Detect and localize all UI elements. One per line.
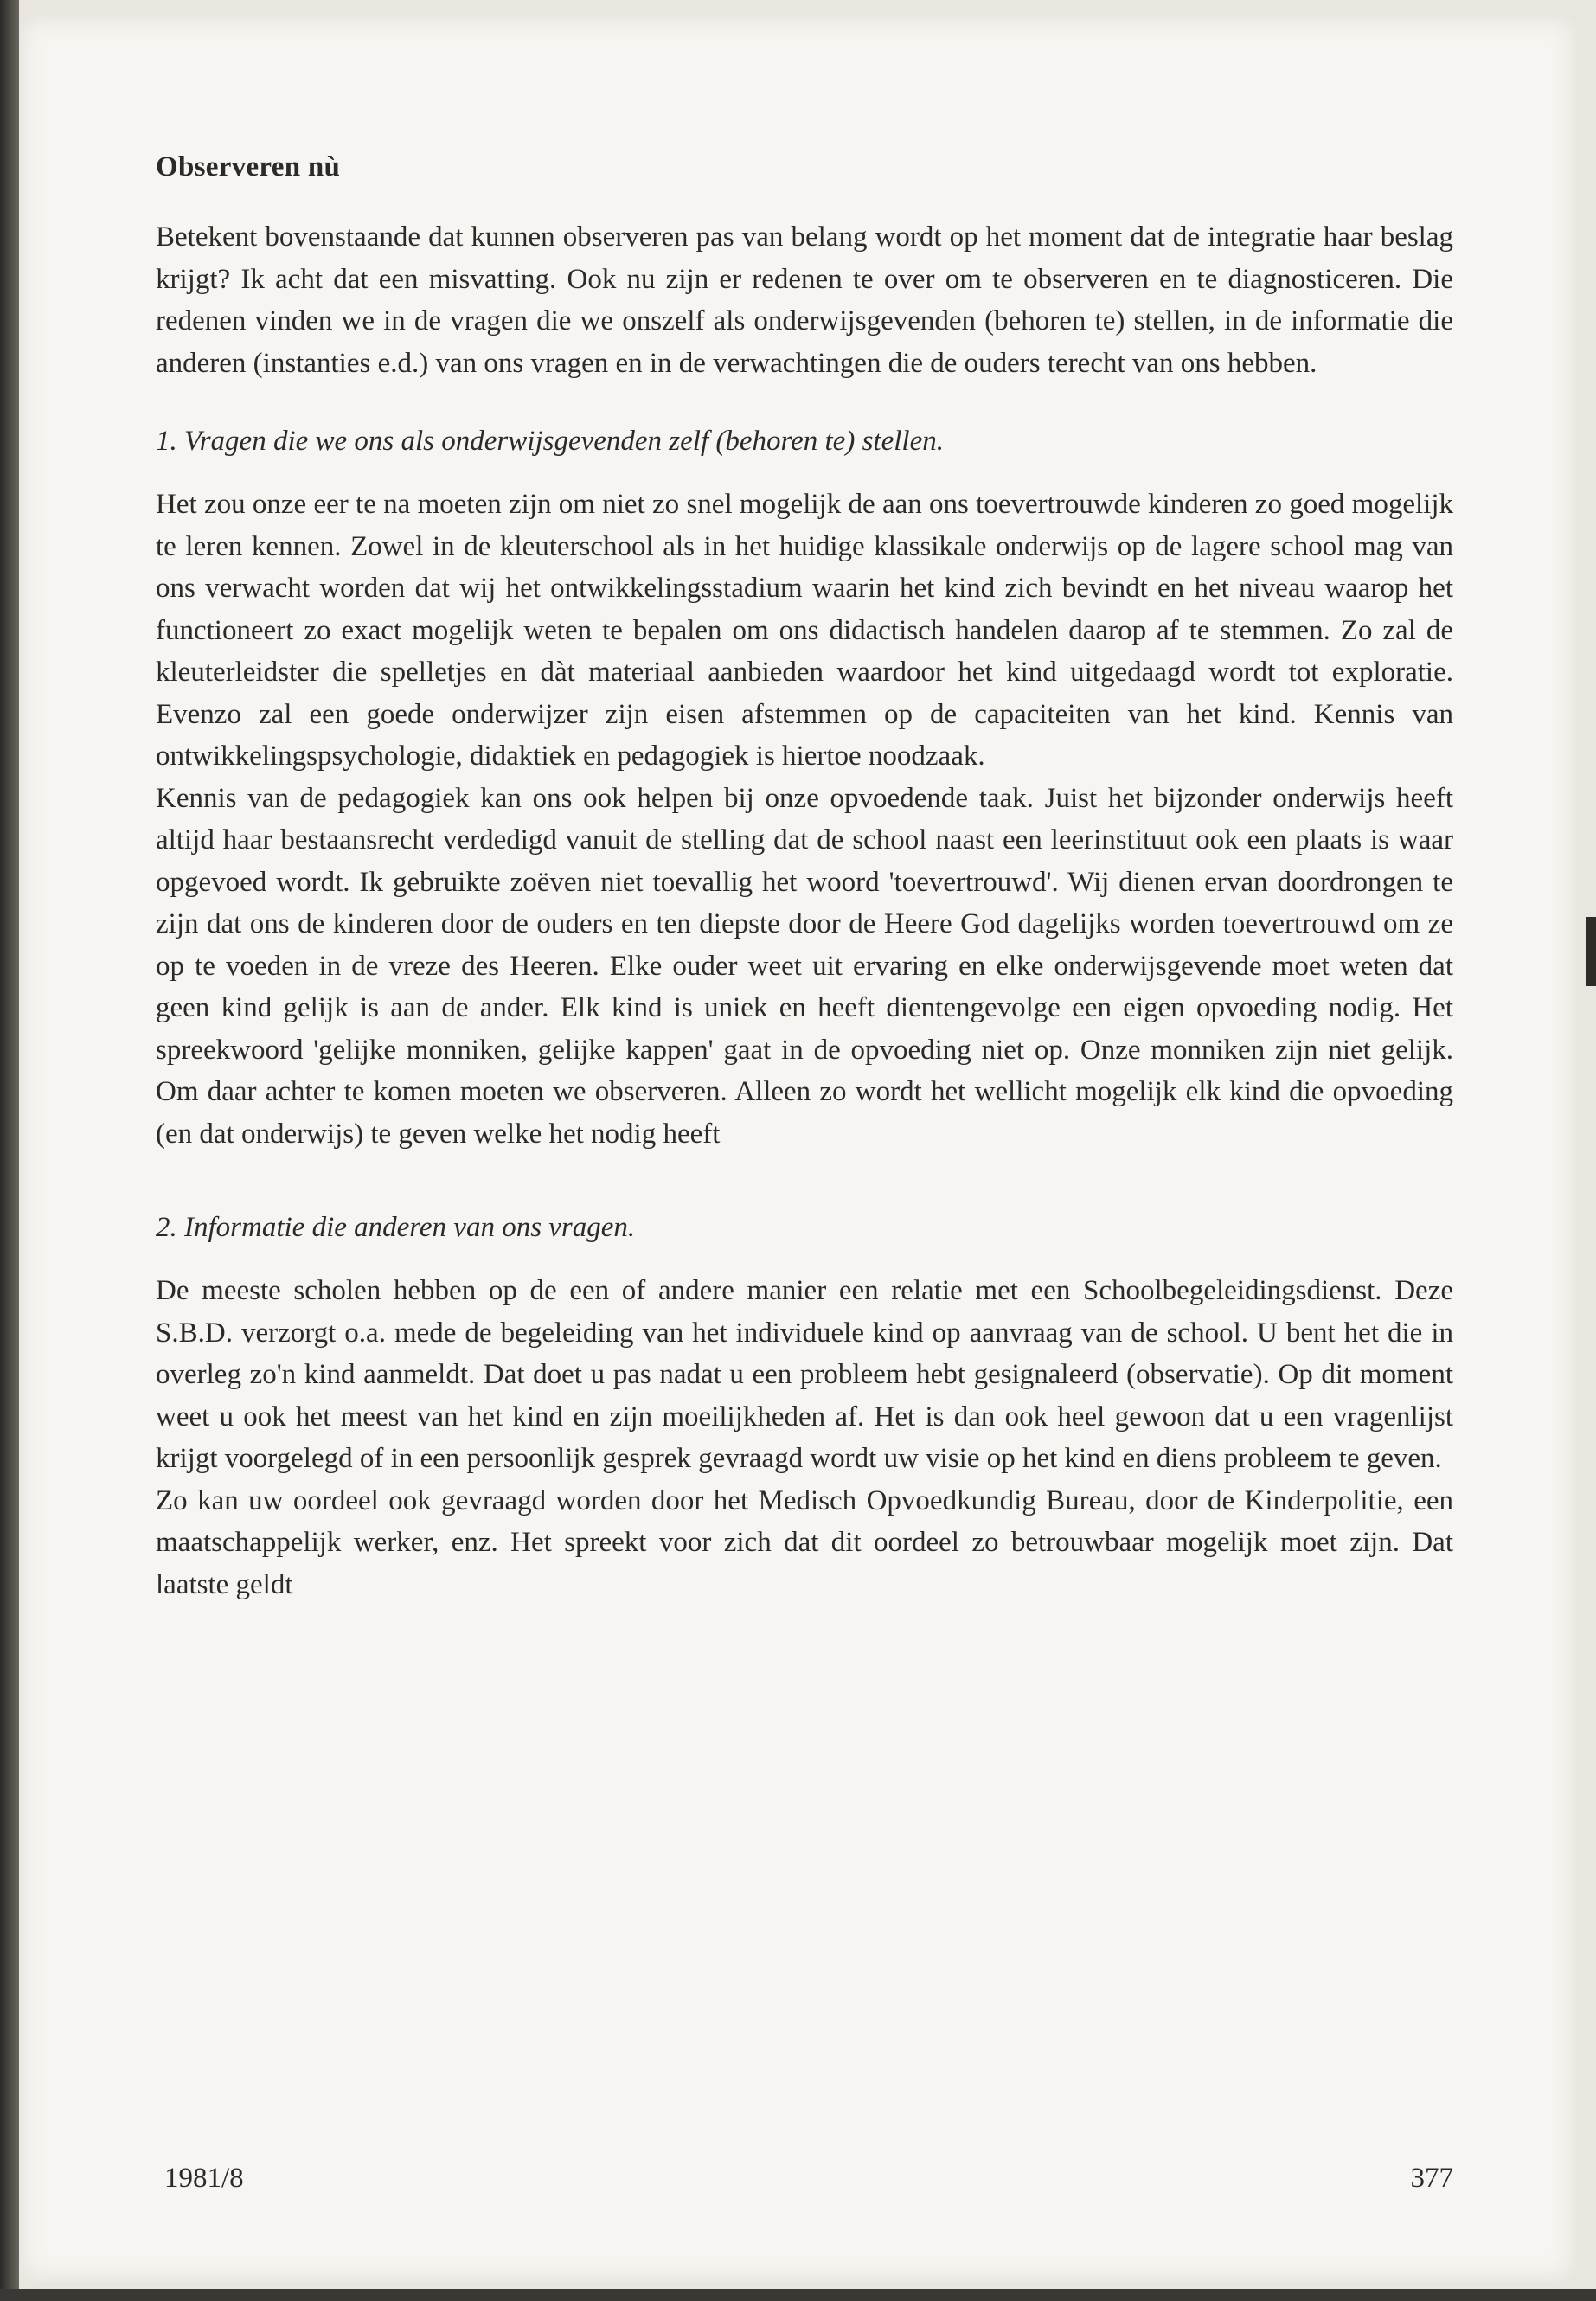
page-footer xyxy=(164,2163,1453,2195)
scan-right-mark xyxy=(1586,917,1596,986)
section-heading: Observeren nù xyxy=(156,151,341,183)
issue-number: 1981/8 xyxy=(164,2163,244,2194)
page-number: 377 xyxy=(1410,2163,1453,2194)
intro-paragraph: Betekent bovenstaande dat kunnen observeren pas van belang wordt op het moment dat de integratie haar beslag krijgt? Ik acht dat een misvatting. Ook nu zijn er redenen te over om te observeren en te diagnosticeren. Die redenen vinden we in de vragen die we onszelf als onderwijsgevenden (behoren te) stellen, in de informatie die anderen (instanties e.d.) van ons vragen en in de verwachtingen die de ouders terecht van ons hebben. xyxy=(156,221,1453,379)
article-body xyxy=(156,151,1453,1606)
section1-title: 1. Vragen die we ons als onderwijsgevenden zelf (behoren te) stellen. xyxy=(156,426,944,457)
scan-bottom-edge xyxy=(0,2289,1596,2301)
section2-paragraph-1: De meeste scholen hebben op de een of andere manier een relatie met een Schoolbegeleidingsdienst. Deze S.B.D. verzorgt o.a. mede de begeleiding van het individuele kind op aanvraag van de school. U bent het die in overleg zo'n kind aanmeldt. Dat doet u pas nadat u een probleem hebt gesignaleerd (observatie). Op dit moment weet u ook het meest van het kind en zijn moeilijkheden af. Het is dan ook heel gewoon dat u een vragenlijst krijgt voorgelegd of in een persoonlijk gesprek gevraagd wordt uw visie op het kind en diens probleem te geven. xyxy=(156,1275,1453,1474)
section2-title: 2. Informatie die anderen van ons vragen. xyxy=(156,1212,636,1243)
scan-left-edge xyxy=(0,0,19,2301)
section-gap xyxy=(156,1155,1453,1212)
section2-paragraph-2: Zo kan uw oordeel ook gevraagd worden door het Medisch Opvoedkundig Bureau, door de Kinderpolitie, een maatschappelijk werker, enz. Het spreekt voor zich dat dit oordeel zo betrouwbaar mogelijk moet zijn. Dat laatste geldt xyxy=(156,1484,1453,1600)
section1-paragraph-2: Kennis van de pedagogiek kan ons ook helpen bij onze opvoedende taak. Juist het bijzonder onderwijs heeft altijd haar bestaansrecht verdedigd vanuit de stelling dat de school naast een leerinstituut ook een plaats is waar opgevoed wordt. Ik gebruikte zoëven niet toevallig het woord 'toevertrouwd'. Wij dienen ervan doordrongen te zijn dat ons de kinderen door de ouders en ten diepste door de Heere God dagelijks worden toevertrouwd om ze op te voeden in de vreze des Heeren. Elke ouder weet uit ervaring en elke onderwijsgevende moet weten dat geen kind gelijk is aan de ander. Elk kind is uniek en heeft dientengevolge een eigen opvoeding nodig. Het spreekwoord 'gelijke monniken, gelijke kappen' gaat in de opvoeding niet op. Onze monniken zijn niet gelijk. Om daar achter te komen moeten we observeren. Alleen zo wordt het wellicht mogelijk elk kind die opvoeding (en dat onderwijs) te geven welke het nodig heeft xyxy=(156,782,1453,1150)
intro-block xyxy=(156,216,1453,384)
section1-paragraph-1: Het zou onze eer te na moeten zijn om niet zo snel mogelijk de aan ons toevertrouwde kinderen zo goed mogelijk te leren kennen. Zowel in de kleuterschool als in het huidige klassikale onderwijs op de lagere school mag van ons verwacht worden dat wij het ontwikkelingsstadium waarin het kind zich bevindt en het niveau waarop het functioneert zo exact mogelijk weten te bepalen om ons didactisch handelen daarop af te stemmen. Zo zal de kleuterleidster die spelletjes en dàt materiaal aanbieden waardoor het kind uitgedaagd wordt tot exploratie. Evenzo zal een goede onderwijzer zijn eisen afstemmen op de capaciteiten van het kind. Kennis van ontwikkelingspsychologie, didaktiek en pedagogiek is hiertoe noodzaak. xyxy=(156,489,1453,772)
